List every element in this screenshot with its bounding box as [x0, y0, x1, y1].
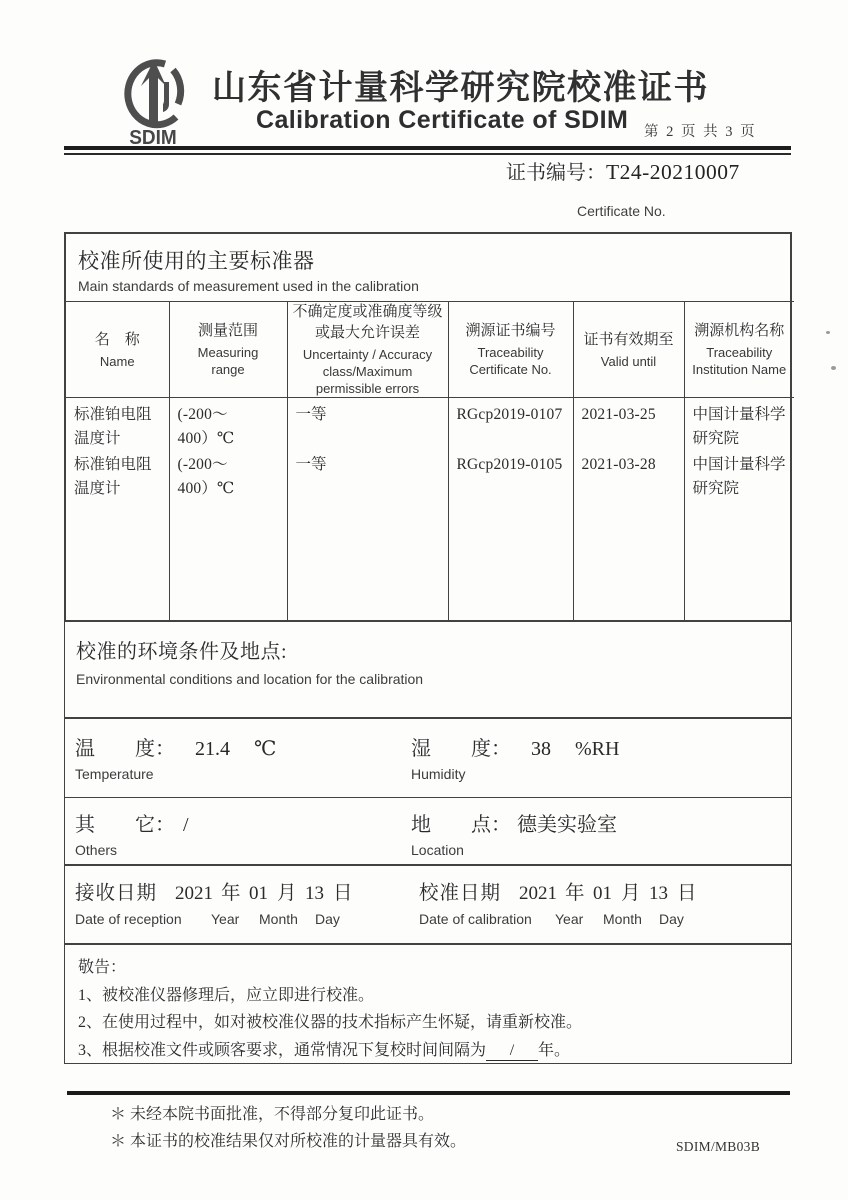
row1-valid-until: 2021-03-25 [581, 406, 656, 423]
row2-name: 标准铂电阻温度计 [74, 456, 152, 497]
cell-uncertainty [287, 398, 448, 621]
col-header-uncertainty-en: Uncertainty / Accuracy class/Maximum permissible errors [302, 347, 433, 396]
col-header-trace-cert-cn: 溯源证书编号 [465, 323, 556, 339]
reception-month: 01 [249, 883, 268, 904]
footer-note-1: ＊ 未经本院书面批准，不得部分复印此证书。 [110, 1106, 435, 1123]
location-label: 地 点： [411, 813, 511, 836]
row2-trace-cert: RGcp2019-0105 [456, 456, 563, 473]
calibration-date-group [419, 877, 699, 927]
standards-title [66, 234, 790, 294]
row2-valid-until: 2021-03-28 [581, 456, 656, 473]
conditions-row [64, 717, 792, 798]
footer-note-2: ＊ 本证书的校准结果仅对所校准的计量器具有效。 [110, 1133, 467, 1150]
cell-range [169, 398, 287, 621]
location-caption: Location [411, 841, 464, 858]
notice-item-2: 2、在使用过程中，如对被校准仪器的技术指标产生怀疑，请重新校准。 [78, 1014, 583, 1031]
calibration-year: 2021 [519, 883, 557, 904]
cell-name [66, 398, 169, 621]
col-header-institution [684, 302, 794, 398]
col-header-trace-cert [448, 302, 573, 398]
row2-range: (-200～400）℃ [177, 456, 235, 497]
calibration-day-unit: 日 [677, 883, 697, 904]
calibration-day-caption: Day [659, 911, 684, 927]
col-header-name-en: Name [99, 353, 135, 369]
notice-item-1: 1、被校准仪器修理后，应立即进行校准。 [78, 986, 375, 1004]
humidity-caption: Humidity [411, 766, 466, 782]
standards-title-en: Main standards of measurement used in the calibration [78, 278, 419, 294]
reception-year-caption: Year [211, 911, 240, 927]
calibration-month-caption: Month [603, 911, 642, 927]
standards-title-cn: 校准所使用的主要标准器 [78, 249, 315, 273]
calibration-day: 13 [649, 883, 668, 904]
notice-title: 敬告： [78, 959, 127, 976]
others-caption: Others [75, 841, 118, 858]
temperature-value: 21.4 [195, 738, 230, 760]
col-header-range-en: Measuring range [197, 345, 259, 377]
footer-divider [67, 1091, 790, 1095]
col-header-name-cn: 名 称 [94, 331, 140, 348]
calibration-month-unit: 月 [621, 883, 641, 904]
environment-title-en: Environmental conditions and location for the calibration [76, 670, 424, 687]
page-title-en: Calibration Certificate of SDIM [256, 106, 629, 134]
col-header-valid-until-en: Valid until [600, 353, 657, 369]
col-header-uncertainty [287, 302, 448, 398]
notice-item-3-prefix: 3、根据校准文件或顾客要求，通常情况下复校时间间隔为 [78, 1041, 487, 1059]
humidity-group [411, 718, 619, 782]
cell-trace-cert [448, 398, 573, 621]
standards-section [64, 232, 792, 622]
environment-section [64, 621, 792, 719]
calibration-date-label: 校准日期 [419, 883, 502, 904]
temperature-caption: Temperature [75, 766, 154, 782]
dates-row [64, 864, 792, 945]
row1-uncertainty: 一等 [295, 406, 327, 423]
reception-year: 2021 [175, 883, 213, 904]
standards-table-header-row [66, 302, 794, 398]
temperature-label: 温 度： [75, 738, 175, 760]
others-location-row [64, 797, 792, 866]
calibration-date-caption: Date of calibration [419, 911, 532, 927]
reception-day-caption: Day [315, 911, 340, 927]
form-code: SDIM/MB03B [676, 1139, 761, 1154]
col-header-trace-cert-en: Traceability Certificate No. [469, 345, 552, 377]
calibration-month: 01 [593, 883, 612, 904]
sdim-logo-icon [116, 56, 190, 134]
reception-date-group [75, 877, 355, 927]
row1-range: (-200～400）℃ [177, 406, 235, 447]
humidity-unit: %RH [575, 738, 620, 760]
row1-name: 标准铂电阻温度计 [74, 406, 152, 447]
reception-day: 13 [305, 883, 324, 904]
col-header-range-cn: 测量范围 [197, 323, 258, 339]
calibration-year-caption: Year [555, 911, 584, 927]
col-header-institution-cn: 溯源机构名称 [694, 323, 785, 339]
col-header-valid-until-cn: 证书有效期至 [583, 331, 674, 348]
col-header-name [66, 302, 169, 398]
col-header-range [169, 302, 287, 398]
location-value: 德美实验室 [517, 813, 617, 836]
sdim-logo-text: SDIM [129, 127, 177, 150]
certificate-no-value: T24-20210007 [606, 160, 740, 184]
row1-trace-cert: RGcp2019-0107 [456, 406, 563, 423]
reception-month-caption: Month [259, 911, 298, 927]
certificate-no-line [506, 156, 740, 185]
notice-section [64, 943, 792, 1064]
reception-date-caption: Date of reception [75, 911, 182, 927]
page-title-cn: 山东省计量科学研究院校准证书 [212, 70, 709, 107]
reception-month-unit: 月 [277, 883, 297, 904]
scan-speck [831, 366, 836, 370]
environment-title-cn: 校准的环境条件及地点: [76, 640, 288, 663]
col-header-institution-en: Traceability Institution Name [692, 345, 787, 377]
location-group [411, 798, 617, 858]
temperature-unit: ℃ [254, 738, 277, 760]
temperature-group [75, 718, 276, 782]
scan-speck [826, 331, 830, 334]
col-header-valid-until [573, 302, 684, 398]
cell-valid-until [573, 398, 684, 621]
others-label: 其 它： [75, 813, 175, 836]
reception-day-unit: 日 [333, 883, 353, 904]
calibration-year-unit: 年 [565, 883, 585, 904]
notice-item-3-suffix: 年。 [538, 1041, 571, 1059]
footer-notes [110, 1101, 466, 1155]
page-number: 第 2 页 共 3 页 [644, 124, 757, 140]
certificate-no-caption: Certificate No. [577, 203, 666, 219]
standards-table [66, 301, 794, 621]
col-header-uncertainty-cn: 不确定度或准确度等级或最大允许误差 [292, 304, 443, 341]
humidity-label: 湿 度： [411, 738, 511, 760]
others-group [75, 798, 189, 858]
humidity-value: 38 [531, 738, 551, 760]
row2-uncertainty: 一等 [295, 456, 327, 473]
row2-institution: 中国计量科学研究院 [692, 456, 786, 497]
reception-date-label: 接收日期 [75, 883, 158, 904]
reception-year-unit: 年 [221, 883, 241, 904]
others-value: / [183, 813, 189, 836]
notice-item-3 [78, 1037, 779, 1065]
certificate-no-label: 证书编号： [506, 162, 606, 184]
cell-institution [684, 398, 794, 621]
sdim-logo [114, 56, 192, 150]
notice-item-3-blank: / [486, 1042, 538, 1061]
header-divider [64, 146, 791, 155]
standards-table-body-row [66, 398, 794, 621]
row1-institution: 中国计量科学研究院 [692, 406, 786, 447]
